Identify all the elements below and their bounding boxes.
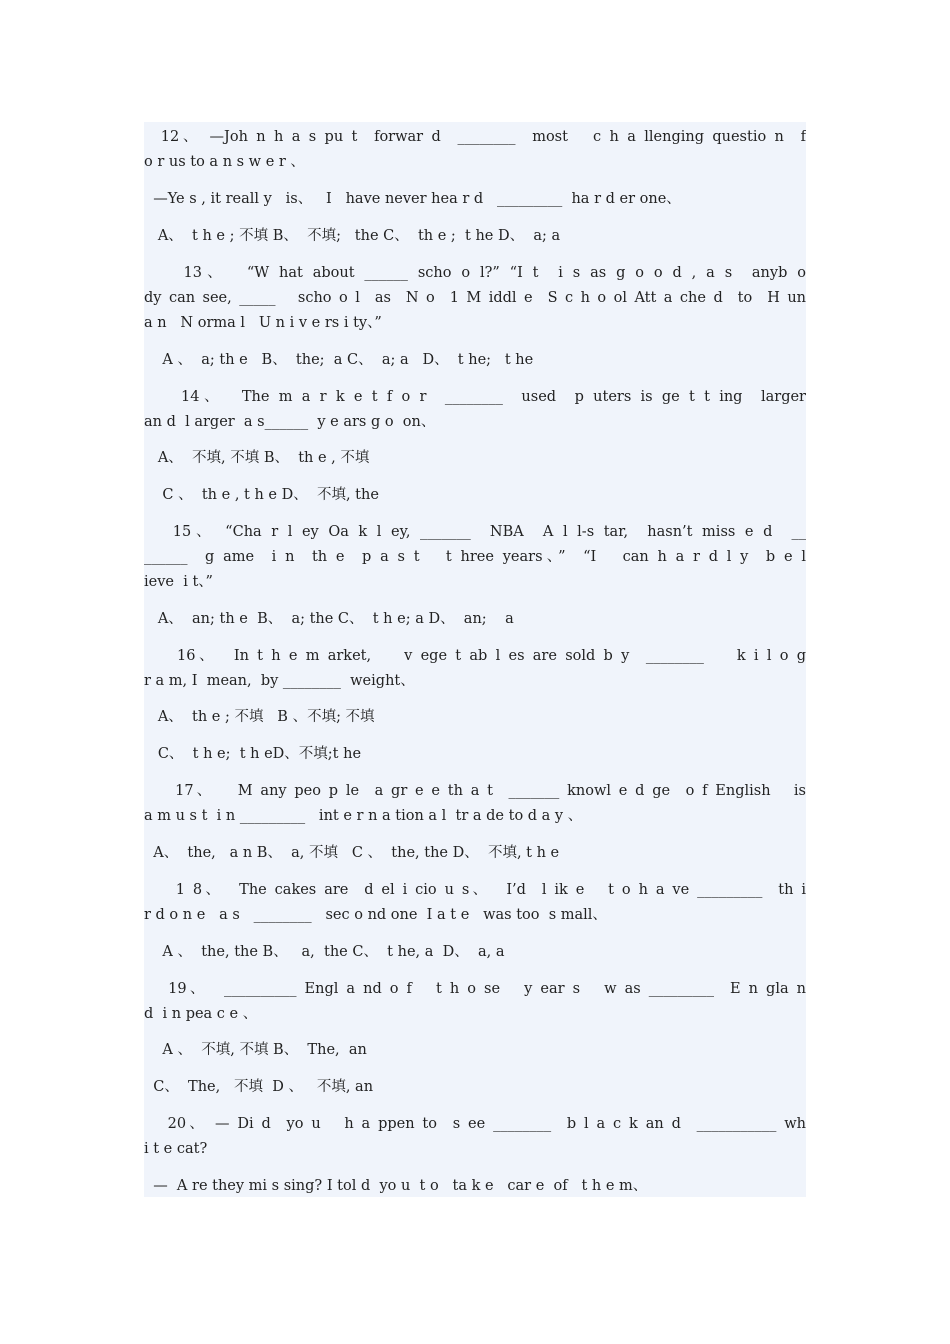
question-16-line-1: 16、 In t h e m arket, v ege t ab l es are sold b y ________ k i l o g [144,648,806,664]
question-15-line-2: ______ g ame i n th e p a s t t hree years、” “I can h a r d l y b e l [144,549,806,565]
question-12-line-1: 12、 —Joh n h a s pu t forwar d ________ most c h a llenging questio n f [144,129,806,145]
question-17-options: A、 the, a n B、 a, 不填 C 、 the, the D、 不填, t h e [144,845,560,861]
question-15-options: A、 an; th e B、 a; the C、 t h e; a D、 an; a [144,611,514,627]
question-16-line-2: r a m, I mean, by ________ weight、 [144,673,415,689]
question-18-line-1: 1 8、 The cakes are d el i cio u s、 I’d l ik e t o h a ve _________ th i [144,882,806,898]
question-13-line-2: dy can see, _____ scho o l as N o 1 M iddl e S c h o ol Att a che d to H un [144,290,806,306]
question-18-options: A 、 the, the B、 a, the C、 t he, a D、 a, a [144,944,505,960]
question-16-options-2: C、 t h e; t h eD、不填;t he [144,746,362,762]
question-12-line-2: o r us to a n s w e r 、 [144,154,305,170]
question-14-line-2: an d l arger a s______ y e ars g o on、 [144,414,436,430]
question-16-options-1: A、 th e ; 不填 B 、不填; 不填 [144,709,375,725]
question-15-line-1: 15、 “Cha r l ey Oa k l ey, _______ NBA A l l-s tar, hasn’t miss e d __ [144,524,806,540]
question-12-line-3: —Ye s , it reall y is、 I have never hea r d _________ ha r d er one、 [144,191,681,207]
question-19-options-1: A 、 不填, 不填 B、 The, an [144,1042,367,1058]
question-14-options-2: C 、 th e , t h e D、 不填, the [144,487,379,503]
question-13-line-3: a n N orma l U n i v e rs i ty、” [144,315,382,331]
question-18-line-2: r d o n e a s ________ sec o nd one I a t e was too s mall、 [144,907,607,923]
question-17-line-2: a m u s t i n _________ int e r n a tion a l tr a de to d a y 、 [144,808,583,824]
question-20-line-3: — A re they mi s sing? I tol d yo u t o ta k e car e of t h e m、 [144,1178,648,1194]
question-14-line-1: 14、 The m a r k e t f o r ________ used p uters is ge t t ing larger [144,389,806,405]
question-19-line-1: 19、 __________ Engl a nd o f t h o se y ear s w as _________ E n gla n [144,981,806,997]
question-17-line-1: 17、 M any peo p le a gr e e th a t _______ knowl e d ge o f English is [144,783,806,799]
question-19-options-2: C、 The, 不填 D 、 不填, an [144,1079,374,1095]
question-14-options-1: A、 不填, 不填 B、 th e , 不填 [144,450,370,466]
question-13-options: A 、 a; th e B、 the; a C、 a; a D、 t he; t he [144,352,534,368]
question-12-options: A、 t h e ; 不填 B、 不填; the C、 th e ; t he D、 a; a [144,228,561,244]
document-page [144,122,806,1197]
question-13-line-1: 13、 “W hat about ______ scho o l?” “I t i s as g o o d , a s anyb o [144,265,806,281]
question-15-line-3: ieve i t、” [144,574,213,590]
question-19-line-2: d i n pea c e 、 [144,1006,258,1022]
question-20-line-2: i t e cat? [144,1141,208,1157]
question-20-line-1: 20、 — Di d yo u h a ppen to s ee ________ b l a c k an d ___________ wh [144,1116,806,1132]
